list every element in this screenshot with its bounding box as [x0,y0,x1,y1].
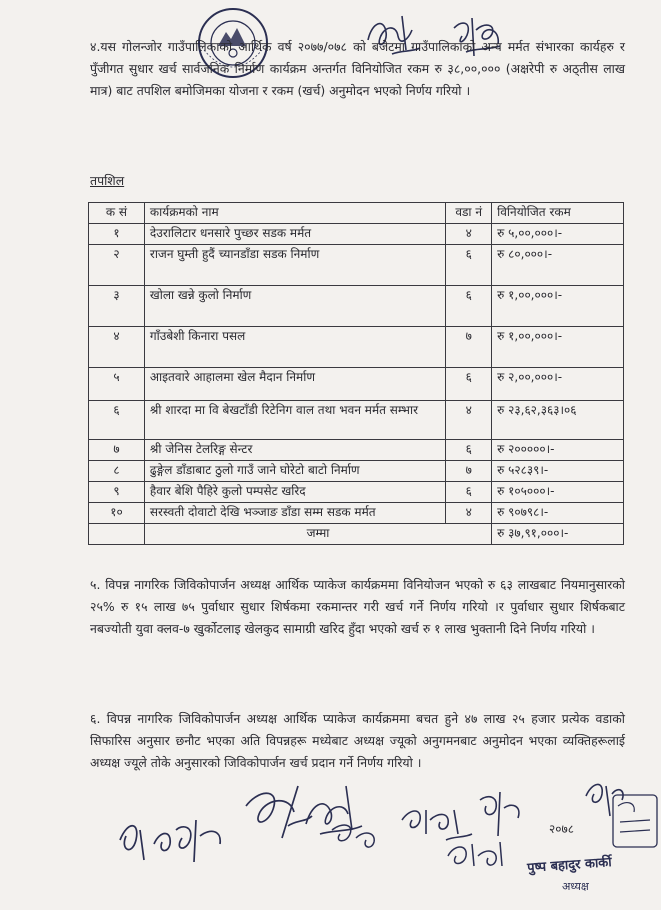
cell-ward: ६ [446,245,492,286]
cell-amount: रु ५२८३९।- [492,461,624,482]
cell-program: सरस्वती दोवाटो देखि भञ्जाङ डाँडा सम्म सडक मर्मत [144,503,445,524]
cell-program: देउरालिटार धनसारे पुच्छर सडक मर्मत [144,224,445,245]
cell-ward: ६ [446,368,492,401]
cell-sn: १ [89,224,145,245]
cell-ward: ४ [446,503,492,524]
cell-amount: रु ८०,०००।- [492,245,624,286]
table-row [89,368,624,401]
cell-amount: रु ९०७९८।- [492,503,624,524]
cell-sn: ३ [89,286,145,327]
cell-program: श्री शारदा मा वि बेखटाँडी रिटेनिग वाल तथा भवन मर्मत सम्भार [144,401,445,440]
cell-sn: ७ [89,440,145,461]
cell-sn: १० [89,503,145,524]
cell-amount: रु २,००,०००।- [492,368,624,401]
schedule-heading: तपशिल [90,173,125,188]
signature-7 [440,836,510,872]
cell-program: हैवार बेशि पैहिरे कुलो पम्पसेट खरिद [144,482,445,503]
cell-sn: ९ [89,482,145,503]
cell-program: राजन घुम्ती हुदैं च्यानडाँडा सडक निर्माण [144,245,445,286]
cell-ward: ४ [446,401,492,440]
cell-program: आइतवारे आहालमा खेल मैदान निर्माण [144,368,445,401]
cell-sn: २ [89,245,145,286]
cell-ward: ७ [446,327,492,368]
cell-amount: रु ५,००,०००।- [492,224,624,245]
chairperson-name: पुष्प बहादुर कार्की [526,855,613,876]
cell-amount: रु १,००,०००।- [492,286,624,327]
cell-program: ढुङ्गेल डाँडाबाट ठुलो गाउँ जाने घोरेटो बाटो निर्माण [144,461,445,482]
cell-sn: ८ [89,461,145,482]
table-row [89,401,624,440]
cell-ward: ६ [446,440,492,461]
cell-program: खोला खन्ने कुलो निर्माण [144,286,445,327]
table-row [89,286,624,327]
cell-amount: रु २०००००।- [492,440,624,461]
cell-sn: ५ [89,368,145,401]
table-row [89,461,624,482]
table-row [89,440,624,461]
cell-amount: रु २३,६२,३६३।०६ [492,401,624,440]
cell-ward: ७ [446,461,492,482]
cell-sn: ४ [89,327,145,368]
chairperson-title: अध्यक्ष [562,880,589,893]
table-row [89,503,624,524]
cell-ward: ६ [446,482,492,503]
header-ward: वडा नं [446,203,492,224]
decision-paragraph-4: ४.यस गोलन्जोर गाउँपालिकाको आर्थिक वर्ष २०७७/०७८ को बजेटमा गाउँपालिकाको अन्य मर्मत संभारका कार्यहरु र पुँजीगत सुधार खर्च सार्वजनिक निर्माण कार्यक्रम अन्तर्गत विनियोजित रकम रु ३८,००,००० (अक्षरेपी रु अठ्तीस लाख मात्र) बाट तपशिल बमोजिमका योजना र रकम (खर्च) अनुमोदन भएको निर्णय गरियो । [90,39,625,98]
cell-sn: ६ [89,401,145,440]
cell-empty [89,524,145,545]
cell-ward: ४ [446,224,492,245]
cell-amount: रु १०५०००।- [492,482,624,503]
total-label: जम्मा [144,524,491,545]
table-row [89,327,624,368]
table-total-row [89,524,624,545]
signature-1 [110,800,240,870]
table-row [89,482,624,503]
table-header-row [89,203,624,224]
cell-program: श्री जेनिस टेलरिङ्ग सेन्टर [144,440,445,461]
header-sn: क सं [89,203,145,224]
header-program: कार्यक्रमको नाम [144,203,445,224]
stamp-number: २०७८ [549,822,574,836]
table-row [89,245,624,286]
decision-paragraph-6: ६. विपन्न नागरिक जिविकोपार्जन अध्यक्ष आर्थिक प्याकेज कार्यक्रममा बचत हुने ४७ लाख २५ हजार प्रत्येक वडाको सिफारिस अनुसार छनौट भएका अति विपन्नहरू मध्येबाट अध्यक्ष ज्यूको अनुगमनबाट अनुमोदन भएका व्यक्तिहरूलाई अध्यक्ष ज्यूले तोके अनुसारको जिविकोपार्जन खर्च प्रदान गर्ने निर्णय गरियो । [90,711,625,770]
total-amount: रु ३७,९१,०००।- [492,524,624,545]
cell-ward: ६ [446,286,492,327]
table-row [89,224,624,245]
schedule-table [88,202,624,545]
cell-program: गाँउबेशी किनारा पसल [144,327,445,368]
decision-paragraph-5: ५. विपन्न नागरिक जिविकोपार्जन अध्यक्ष आर्थिक प्याकेज कार्यक्रममा विनियोजन भएको रु ६३ लाखबाट नियमानुसारको २५% रु १५ लाख ७५ पुर्वाधार सुधार शिर्षकमा रकमान्तर गरी खर्च गर्ने निर्णय गरियो ।र पुर्वाधार सुधार शिर्षकबाट नबज्योती युवा क्लव-७ खुर्कोटलाइ खेलकुद सामाग्री खरिद हुँदा भएको खर्च रु १ लाख भुक्तानी दिने निर्णय गरियो । [90,577,625,636]
header-amount: विनियोजित रकम [492,203,624,224]
chairperson-stamp [610,792,660,850]
signature-4 [326,818,386,858]
cell-amount: रु १,००,०००।- [492,327,624,368]
